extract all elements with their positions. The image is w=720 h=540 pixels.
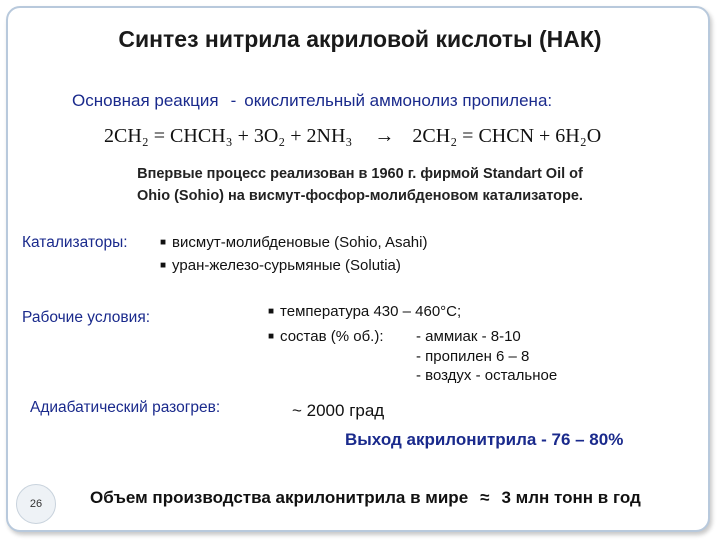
reaction-equation: [104, 125, 601, 148]
page-number: 26: [16, 484, 56, 524]
arrow-icon: →: [374, 125, 395, 147]
history-note-line: Ohio (Sohio) на висмут-фосфор-молибденовом катализаторе.: [137, 188, 583, 204]
history-note-line: Впервые процесс реализован в 1960 г. фирмой Standart Oil of: [137, 166, 583, 182]
slide-title: Синтез нитрила акриловой кислоты (НАК): [118, 26, 602, 52]
main-reaction-value: окислительный аммонолиз пропилена:: [244, 91, 553, 110]
composition-item: - аммиак - 8-10: [416, 328, 521, 345]
production-text: Объем производства акрилонитрила в мире: [90, 488, 469, 507]
equation-right: 2CH₂ = CHCN + 6H₂O: [412, 125, 602, 147]
composition-item: - пропилен 6 – 8: [416, 348, 530, 365]
approx-icon: ≈: [480, 488, 490, 507]
main-reaction-dash: -: [230, 91, 237, 110]
bullet-icon: ■: [160, 237, 167, 248]
yield-text: Выход акрилонитрила - 76 – 80%: [345, 430, 624, 449]
adiabatic-value: ~ 2000 град: [292, 401, 385, 420]
adiabatic-label: Адиабатический разогрев:: [30, 399, 221, 416]
main-reaction-label: Основная реакция: [72, 91, 219, 110]
composition-item: - воздух - остальное: [416, 367, 558, 384]
bullet-icon: ■: [268, 331, 275, 342]
production-value: 3 млн тонн в год: [501, 488, 641, 507]
history-note: [0, 163, 720, 207]
condition-composition: ■ состав (% об.):: [268, 328, 384, 345]
bullet-icon: ■: [268, 306, 275, 317]
main-reaction-line: [72, 91, 552, 111]
catalysts-label: Катализаторы:: [22, 234, 128, 251]
bullet-icon: ■: [160, 260, 167, 271]
catalyst-item: ■ висмут-молибденовые (Sohio, Asahi): [160, 234, 428, 251]
catalyst-item: ■ уран-железо-сурьмяные (Solutia): [160, 257, 401, 274]
production-line: [90, 488, 641, 508]
conditions-label: Рабочие условия:: [22, 309, 151, 326]
condition-temperature: ■ температура 430 – 460°С;: [268, 303, 462, 320]
equation-left: 2CH₂ = CHCH₃ + 3O₂ + 2NH₃: [104, 125, 353, 147]
